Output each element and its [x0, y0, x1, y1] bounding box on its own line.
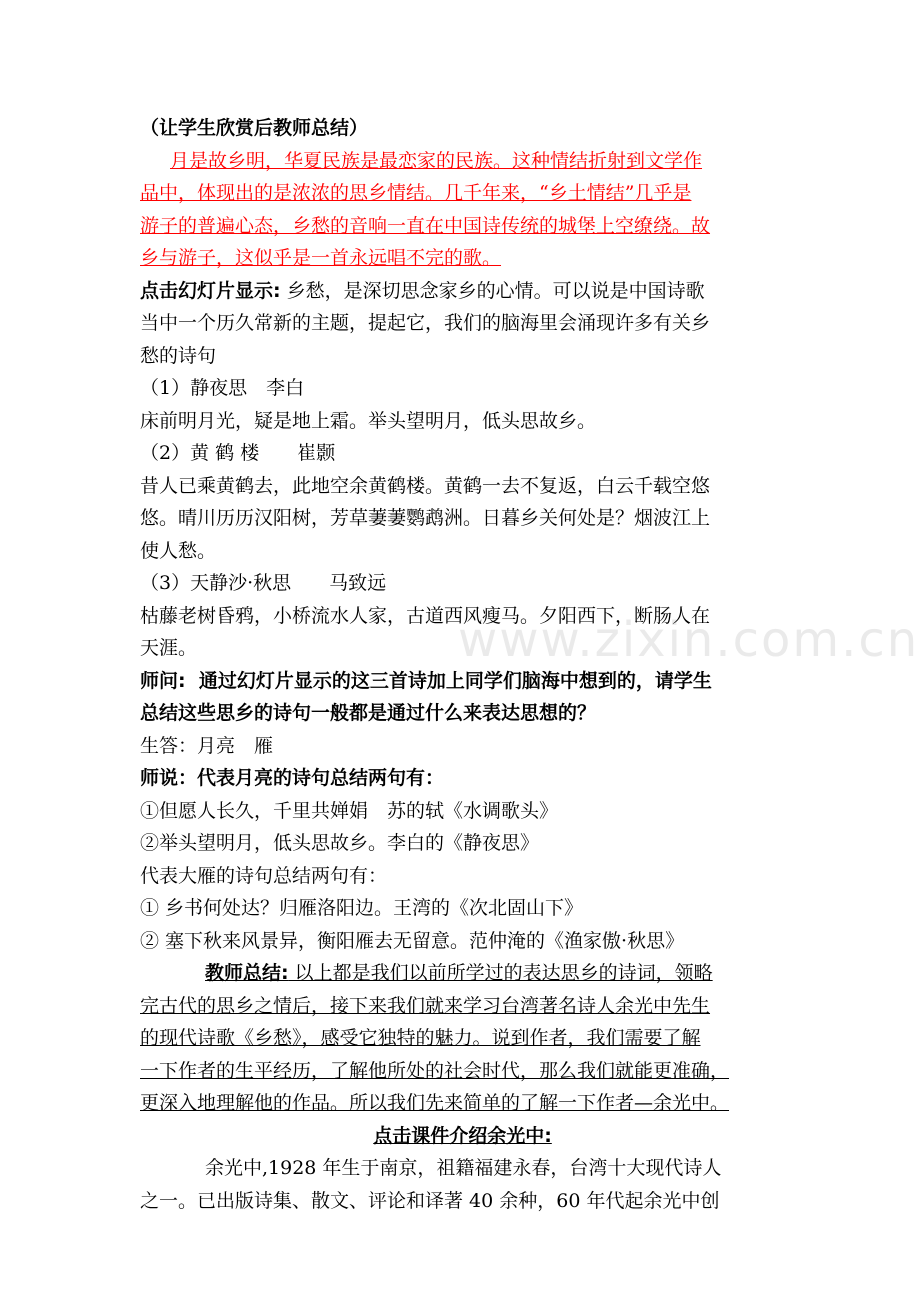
slide-intro-line: [140, 275, 785, 308]
poem-text: 悠。晴川历历汉阳树，芳草萋萋鹦鹉洲。日暮乡关何处是？烟波江上: [140, 507, 711, 529]
slide-text: 乡愁，是深切思念家乡的心情。可以说是中国诗歌: [280, 279, 705, 302]
teacher-conclusion-line: 更深入地理解他的作品。所以我们先来简单的了解一下作者—余光中。: [140, 1092, 730, 1114]
teacher-conclusion-line: 一下作者的生平经历，了解他所处的社会时代，那么我们就能更准确，: [140, 1059, 730, 1082]
author-intro-heading: 点击课件介绍余光中:: [373, 1124, 552, 1147]
author-bio-line: 之一。已出版诗集、散文、评论和译著 40 余种，60 年代起余光中创: [140, 1189, 720, 1212]
teacher-says: 师说：代表月亮的诗句总结两句有：: [140, 767, 445, 789]
teacher-summary-red: 游子的普遍心态，乡愁的音响一直在中国诗传统的城堡上空缭绕。故: [140, 214, 711, 237]
author-bio-line: 余光中,1928 年生于南京，祖籍福建永春，台湾十大现代诗人: [205, 1157, 722, 1179]
poem-text: 天涯。: [140, 637, 198, 659]
document-body: [140, 112, 785, 1217]
conclusion-text: 以上都是我们以前所学过的表达思乡的诗词，领略: [288, 962, 713, 984]
poem-title: （2）黄 鹤 楼 崔颢: [140, 442, 336, 464]
teacher-summary-red: 月是故乡明，华夏民族是最恋家的民族。这种情结折射到文学作: [170, 149, 703, 172]
poem-text: 使人愁。: [140, 539, 217, 562]
poem-title: （1）静夜思 李白: [140, 377, 305, 399]
teacher-question: 总结这些思乡的诗句一般都是通过什么来表达思想的？: [140, 702, 597, 724]
teacher-summary-red: 品中，体现出的是浓浓的思乡情结。几千年来，“乡土情结”几乎是: [140, 182, 692, 204]
teacher-question: 师问: 通过幻灯片显示的这三首诗加上同学们脑海中想到的，请学生: [140, 669, 712, 692]
geese-verse: ① 乡书何处达？归雁洛阳边。王湾的《次北固山下》: [140, 897, 584, 919]
teacher-summary-red: 乡与游子，这似乎是一首永远唱不完的歌。: [140, 247, 502, 269]
instruction-line: （让学生欣赏后教师总结）: [140, 117, 369, 139]
poem-title: （3）天静沙·秋思 马致远: [140, 572, 387, 594]
poem-text: 床前明月光，疑是地上霜。举头望明月，低头思故乡。: [140, 409, 597, 432]
slide-label: 点击幻灯片显示:: [140, 279, 281, 302]
teacher-conclusion-line: [140, 957, 785, 990]
poem-text: 枯藤老树昏鸦，小桥流水人家，古道西风瘦马。夕阳西下，断肠人在: [140, 604, 711, 627]
moon-verse: ②举头望明月，低头思故乡。李白的《静夜思》: [140, 832, 540, 854]
poem-text: 昔人已乘黄鹤去，此地空余黄鹤楼。黄鹤一去不复返，白云千载空悠: [140, 474, 711, 497]
conclusion-label: 教师总结:: [205, 962, 289, 984]
moon-verse: ①但愿人长久，千里共婵娟 苏的轼《水调歌头》: [140, 799, 559, 822]
teacher-conclusion-line: 的现代诗歌《乡愁》，感受它独特的魅力。说到作者，我们需要了解: [140, 1027, 701, 1049]
teacher-conclusion-line: 完古代的思乡之情后，接下来我们就来学习台湾著名诗人余光中先生: [140, 994, 711, 1017]
watermark: www.zixin.com.cn: [458, 612, 920, 668]
geese-verse: ② 塞下秋来风景异，衡阳雁去无留意。范仲淹的《渔家傲·秋思》: [140, 929, 685, 952]
student-answer: 生答：月亮 雁: [140, 734, 274, 757]
paragraph-line: 愁的诗句: [140, 344, 217, 367]
geese-heading: 代表大雁的诗句总结两句有：: [140, 864, 388, 887]
paragraph-line: 当中一个历久常新的主题，提起它，我们的脑海里会涌现许多有关乡: [140, 312, 711, 334]
